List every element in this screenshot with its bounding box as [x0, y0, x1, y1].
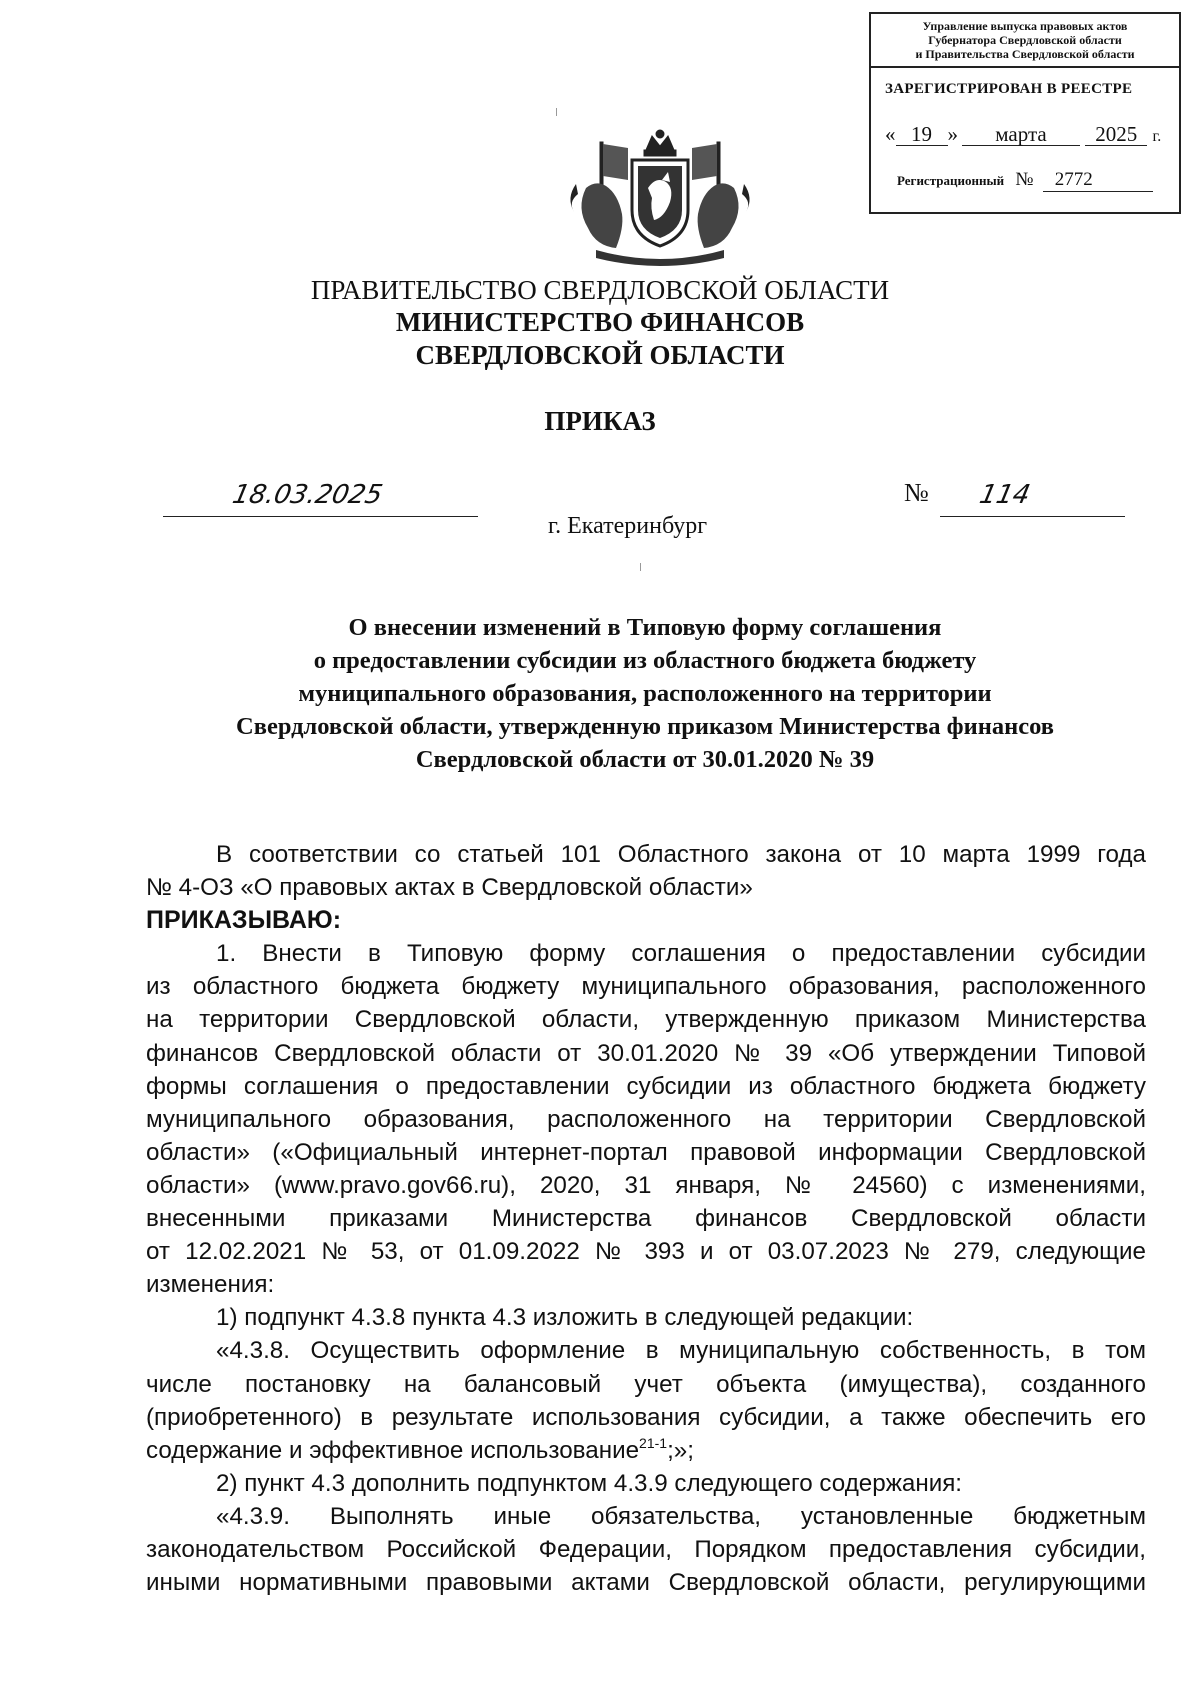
- paragraph-line: формы соглашения о предоставлении субсидии из областного бюджета бюджету: [146, 1072, 1146, 1100]
- stamp-year: 2025: [1085, 123, 1147, 146]
- order-number-label: №: [904, 478, 929, 507]
- subpoint-line: 2) пункт 4.3 дополнить подпунктом 4.3.9 следующего содержания:: [216, 1469, 963, 1497]
- order-number-field: [940, 480, 1125, 517]
- stamp-office-line: и Правительства Свердловской области: [915, 47, 1135, 61]
- quote-line: числе постановку на балансовый учет объекта (имущества), созданного: [146, 1370, 1146, 1398]
- title-line: Свердловской области, утвержденную приказом Министерства финансов: [236, 713, 1054, 740]
- title-line: о предоставлении субсидии из областного бюджета бюджету: [313, 647, 977, 674]
- scan-mark: [556, 108, 557, 116]
- order-date: 18.03.2025: [229, 480, 386, 510]
- document-title: [150, 611, 1140, 776]
- ministry-name-line2: СВЕРДЛОВСКОЙ ОБЛАСТИ: [415, 340, 785, 370]
- title-line: муниципального образования, расположенного на территории: [298, 680, 992, 707]
- command-heading: ПРИКАЗЫВАЮ:: [146, 906, 342, 935]
- paragraph-line: от 12.02.2021 № 53, от 01.09.2022 № 393 и от 03.07.2023 № 279, следующие: [146, 1238, 1146, 1266]
- stamp-date: « 19 » марта 2025 г.: [885, 122, 1162, 146]
- stamp-office-line: Губернатора Свердловской области: [928, 33, 1122, 47]
- stamp-reg: [897, 169, 1179, 192]
- document-type: ПРИКАЗ: [544, 406, 656, 436]
- preamble-line: № 4-ОЗ «О правовых актах в Свердловской области»: [146, 874, 753, 902]
- stamp-reg-number: 2772: [1043, 169, 1153, 192]
- paragraph-line: финансов Свердловской области от 30.01.2020 № 39 «Об утверждении Типовой: [146, 1039, 1146, 1067]
- paragraph-line: муниципального образования, расположенного на территории Свердловской: [146, 1105, 1146, 1133]
- stamp-month: марта: [962, 123, 1080, 146]
- quote-end: ;»;: [667, 1436, 694, 1464]
- order-date-field: [163, 480, 478, 517]
- preamble-line: В соответствии со статьей 101 Областного закона от 10 марта 1999 года: [216, 841, 1146, 868]
- quote-line: законодательством Российской Федерации, Порядком предоставления субсидии,: [146, 1535, 1146, 1563]
- subpoint-line: 1) подпункт 4.3.8 пункта 4.3 изложить в следующей редакции:: [216, 1304, 914, 1332]
- footnote-ref: 21-1: [639, 1434, 668, 1451]
- quote-line: «4.3.8. Осуществить оформление в муниципальную собственность, в том: [216, 1337, 1146, 1365]
- paragraph-line: внесенными приказами Министерства финансов Свердловской области: [146, 1205, 1146, 1233]
- paragraph-line: области» («Официальный интернет-портал правовой информации Свердловской: [146, 1138, 1146, 1166]
- quote-line: (приобретенного) в результате использования субсидии, а также обеспечить его: [146, 1403, 1146, 1431]
- coat-of-arms-icon: [566, 128, 754, 273]
- stamp-office: [871, 14, 1179, 68]
- quote-line: иными нормативными правовыми актами Свердловской области, регулирующими: [146, 1569, 1146, 1597]
- title-line: Свердловской области от 30.01.2020 № 39: [415, 746, 875, 773]
- paragraph-line: на территории Свердловской области, утвержденную приказом Министерства: [146, 1006, 1146, 1034]
- title-line: О внесении изменений в Типовую форму соглашения: [348, 614, 942, 641]
- stamp-year-suffix: г.: [1152, 128, 1162, 145]
- stamp-reg-label: Регистрационный: [897, 173, 1005, 188]
- stamp-office-line: Управление выпуска правовых актов: [922, 19, 1128, 33]
- quote-text: содержание и эффективное использование: [146, 1436, 640, 1464]
- paragraph-line: изменения:: [146, 1271, 275, 1299]
- quote-line: «4.3.9. Выполнять иные обязательства, установленные бюджетным: [216, 1502, 1146, 1530]
- paragraph-line: 1. Внести в Типовую форму соглашения о предоставлении субсидии: [216, 940, 1146, 968]
- order-number: 114: [976, 480, 1033, 510]
- paragraph-line: из областного бюджета бюджету муниципального образования, расположенного: [146, 973, 1146, 1001]
- quote-line: [146, 1434, 1146, 1467]
- document-body: [146, 838, 1146, 1599]
- government-name: ПРАВИТЕЛЬСТВО СВЕРДЛОВСКОЙ ОБЛАСТИ: [310, 275, 890, 305]
- city: г. Екатеринбург: [548, 513, 708, 539]
- stamp-day: 19: [896, 123, 948, 146]
- paragraph-line: области» (www.pravo.gov66.ru), 2020, 31 января, № 24560) с изменениями,: [146, 1171, 1146, 1199]
- registration-stamp: [869, 12, 1181, 214]
- ministry-name-line1: МИНИСТЕРСТВО ФИНАНСОВ: [395, 307, 805, 337]
- stamp-reg-no-sign: №: [1015, 169, 1034, 190]
- scan-mark: [640, 563, 641, 571]
- stamp-registered-label: ЗАРЕГИСТРИРОВАН В РЕЕСТРЕ: [885, 81, 1133, 97]
